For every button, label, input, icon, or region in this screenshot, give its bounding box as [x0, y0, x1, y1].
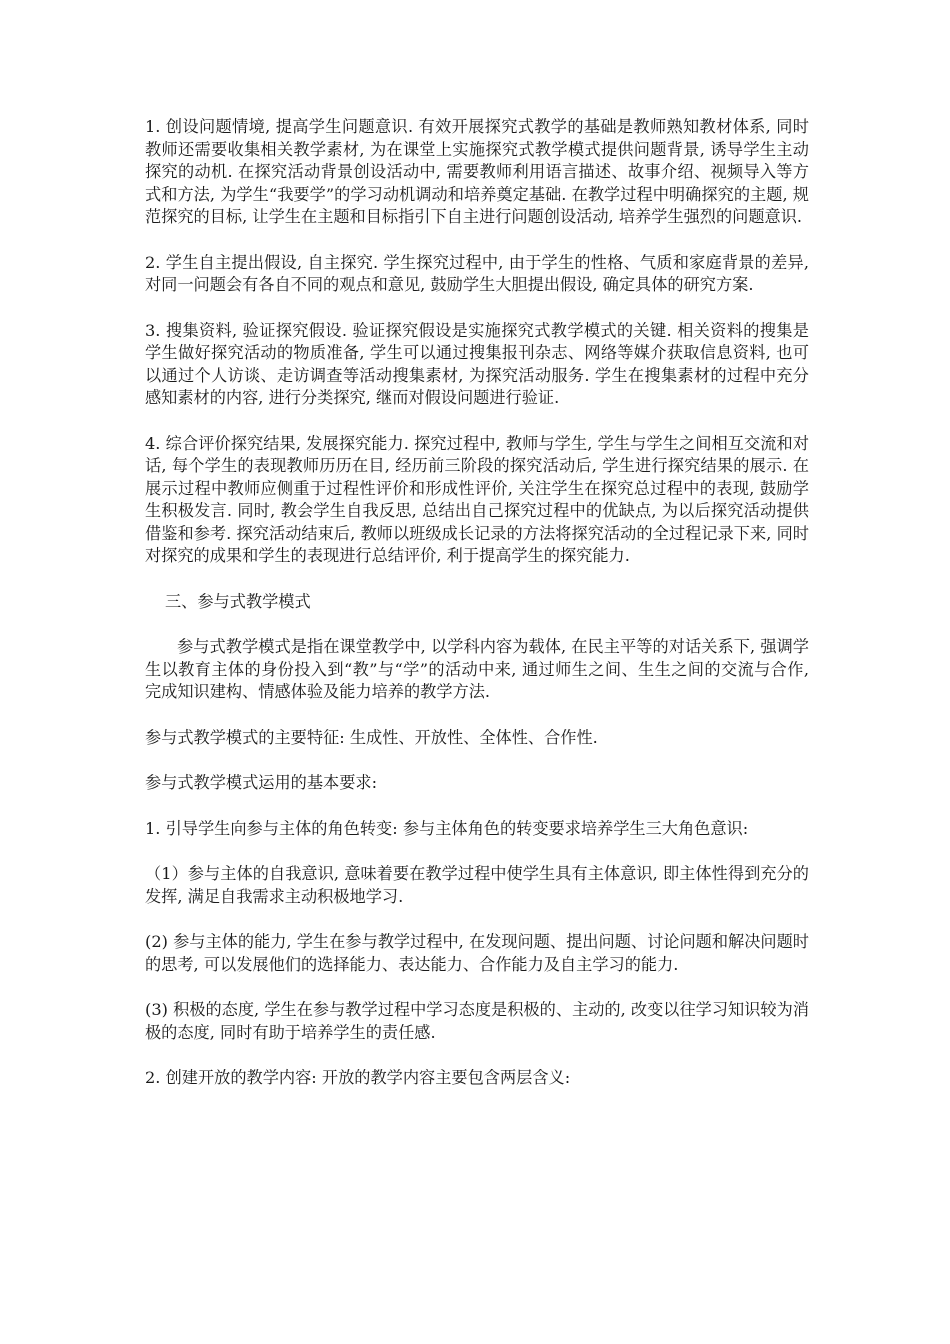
paragraph-sub-item-3: (3) 积极的态度, 学生在参与教学过程中学习态度是积极的、主动的, 改变以往学习知识较为消极的态度, 同时有助于培养学生的责任感.: [145, 1000, 809, 1042]
paragraph-participatory-definition: 参与式教学模式是指在课堂教学中, 以学科内容为载体, 在民主平等的对话关系下, 强调学生以教育主体的身份投入到“教”与“学”的活动中来, 通过师生之间、生生之间的交流与合作, 完成知识建构、情感体验及能力培养的教学方法.: [145, 637, 809, 701]
paragraph-basic-requirements: 参与式教学模式运用的基本要求:: [145, 773, 378, 792]
paragraph-participatory-features: 参与式教学模式的主要特征: 生成性、开放性、全体性、合作性.: [145, 727, 598, 747]
paragraph-inquiry-step-3: 3. 搜集资料, 验证探究假设. 验证探究假设是实施探究式教学模式的关键. 相关资料的搜集是学生做好探究活动的物质准备, 学生可以通过搜集报刊杂志、网络等媒介获取信息资料, 也可以通过个人访谈、走访调查等活动搜集素材, 为探究活动服务. 学生在搜集素材的过程中充分感知素材的内容, 进行分类探究, 继而对假设问题进行验证.: [145, 320, 809, 407]
paragraph-requirement-2: 2. 创建开放的教学内容: 开放的教学内容主要包含两层含义:: [145, 1068, 571, 1087]
paragraph-sub-item-1: （1）参与主体的自我意识, 意味着要在教学过程中使学生具有主体意识, 即主体性得到充分的发挥, 满足自我需求主动积极地学习.: [145, 864, 809, 906]
paragraph-inquiry-step-4: 4. 综合评价探究结果, 发展探究能力. 探究过程中, 教师与学生, 学生与学生之间相互交流和对话, 每个学生的表现教师历历在目, 经历前三阶段的探究活动后, 学生进行探究结果的展示. 在展示过程中教师应侧重于过程性评价和形成性评价, 关注学生在探究总过程中的表现, 鼓励学生积极发言. 同时, 教会学生自我反思, 总结出自己探究过程中的优缺点, 为以后探究活动提供借鉴和参考. 探究活动结束后, 教师以班级成长记录的方法将探究活动的全过程记录下来, 同时对探究的成果和学生的表现进行总结评价, 利于提高学生的探究能力.: [145, 433, 809, 565]
paragraph-inquiry-step-2: 2. 学生自主提出假设, 自主探究. 学生探究过程中, 由于学生的性格、气质和家庭背景的差异, 对同一问题会有各自不同的观点和意见, 鼓励学生大胆提出假设, 确定具体的研究方案.: [145, 252, 809, 294]
paragraph-sub-item-2: (2) 参与主体的能力, 学生在参与教学过程中, 在发现问题、提出问题、讨论问题和解决问题时的思考, 可以发展他们的选择能力、表达能力、合作能力及自主学习的能力.: [145, 932, 809, 974]
paragraph-inquiry-step-1: 1. 创设问题情境, 提高学生问题意识. 有效开展探究式教学的基础是教师熟知教材体系, 同时教师还需要收集相关教学素材, 为在课堂上实施探究式教学模式提供问题背景, 诱导学生主动探究的动机. 在探究活动背景创设活动中, 需要教师利用语言描述、故事介绍、视频导入等方式和方法, 为学生“我要学”的学习动机调动和培养奠定基础. 在教学过程中明确探究的主题, 规范探究的目标, 让学生在主题和目标指引下自主进行问题创设活动, 培养学生强烈的问题意识.: [145, 117, 809, 226]
section-heading-participatory: 三、参与式教学模式: [165, 591, 311, 611]
document-body: [145, 116, 809, 1113]
paragraph-requirement-1: 1. 引导学生向参与主体的角色转变: 参与主体角色的转变要求培养学生三大角色意识:: [145, 818, 749, 838]
